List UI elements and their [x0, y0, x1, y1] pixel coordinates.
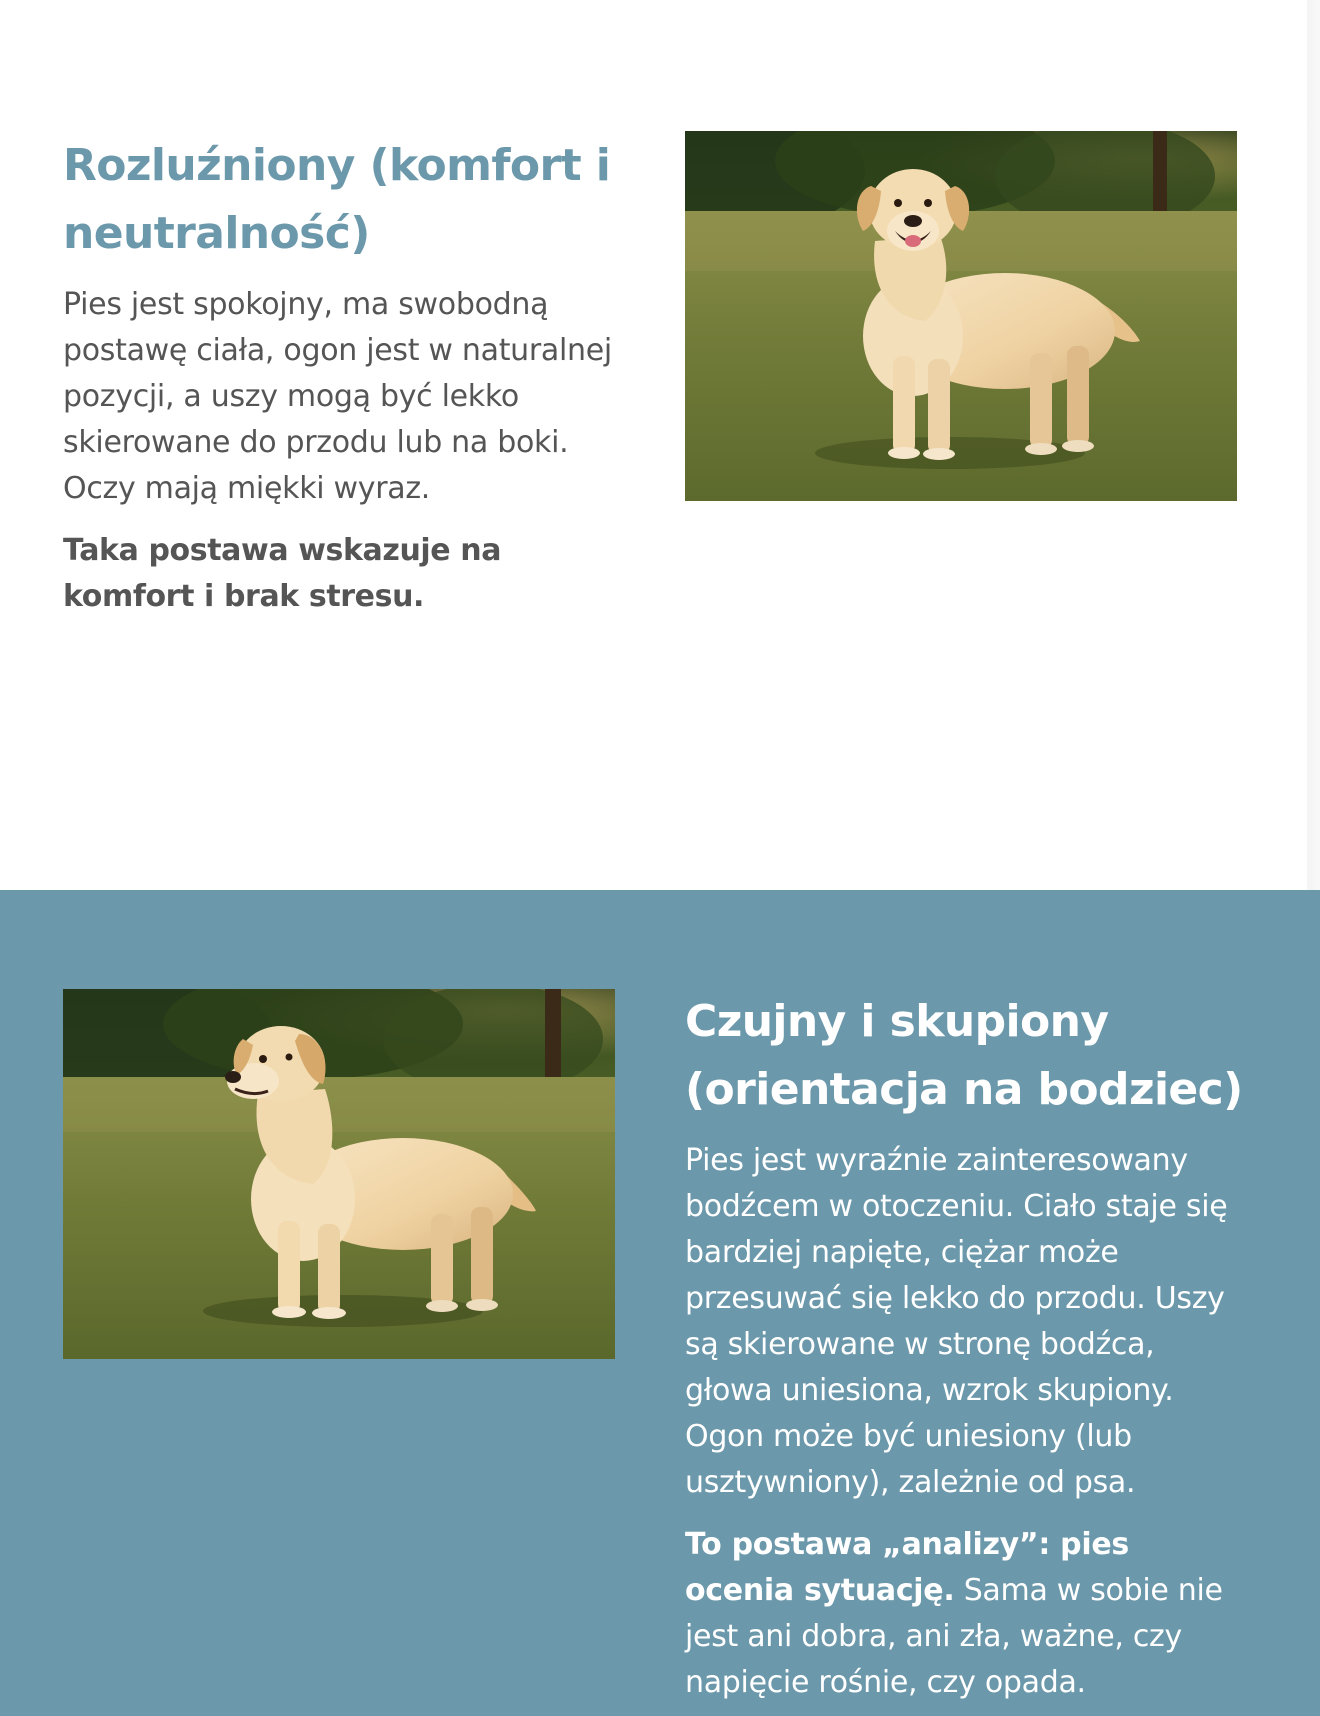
relaxed-text-column [63, 132, 623, 620]
relaxed-description: Pies jest spokojny, ma swobodną postawę ciała, ogon jest w naturalnej pozycji, a uszy mogą być lekko skierowane do przodu lub na boki. Oczy mają miękki wyraz. [63, 287, 612, 506]
alert-text-column [685, 988, 1245, 1706]
alert-continuation: Sama w sobie nie jest ani dobra, ani zła, ważne, czy napięcie rośnie, czy opada. [685, 1573, 1223, 1700]
dog-photo-icon [63, 989, 615, 1359]
alert-emphasis-paragraph [685, 1522, 1245, 1706]
relaxed-heading: Rozluźniony (komfort i neutralność) [63, 140, 611, 259]
alert-description: Pies jest wyraźnie zainteresowany bodźcem w otoczeniu. Ciało staje się bardziej napięte, ciężar może przesuwać się lekko do przodu. Uszy są skierowane w stronę bodźca, głowa uniesiona, wzrok skupiony. Ogon może być uniesiony (lub usztywniony), zależnie od psa. [685, 1143, 1228, 1500]
relaxed-emphasis: Taka postawa wskazuje na komfort i brak stresu. [63, 533, 502, 614]
alert-dog-photo [63, 989, 615, 1359]
alert-emphasis: To postawa „analizy”: pies ocenia sytuację. [685, 1527, 1129, 1608]
page-edge-strip [1307, 0, 1320, 965]
alert-heading: Czujny i skupiony (orientacja na bodziec) [685, 996, 1243, 1115]
dog-photo-icon [685, 131, 1237, 501]
relaxed-dog-photo [685, 131, 1237, 501]
